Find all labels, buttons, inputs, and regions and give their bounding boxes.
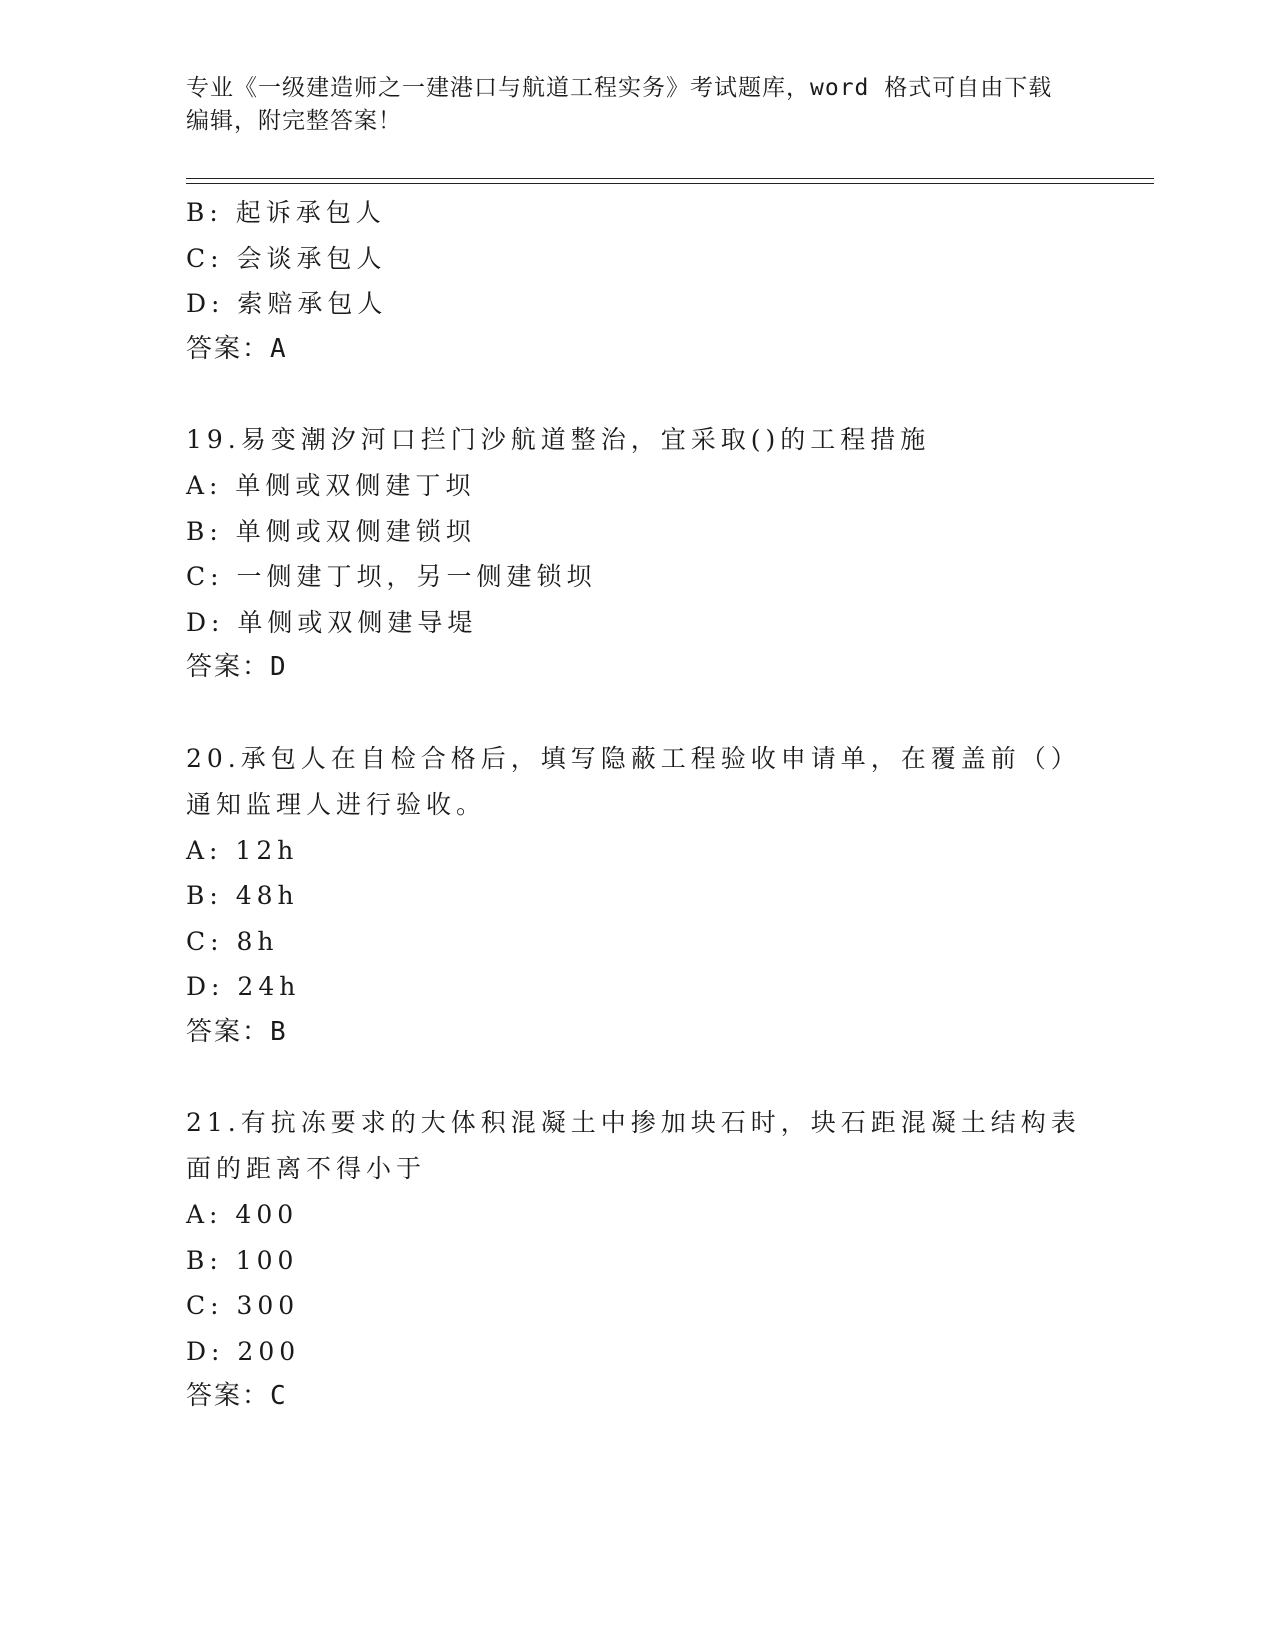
option-b: B: 单侧或双侧建锁坝 — [186, 516, 476, 546]
question-19 — [186, 417, 1086, 691]
option-a: A: 12h — [186, 835, 299, 865]
option-c: C: 8h — [186, 926, 279, 956]
option-c: C: 会谈承包人 — [186, 243, 387, 273]
option-b: B: 100 — [186, 1245, 299, 1275]
option-b: B: 48h — [186, 881, 299, 910]
option-d: D: 200 — [186, 1336, 301, 1366]
header-title-line-1: 专业《一级建造师之一建港口与航道工程实务》考试题库，word 格式可自由下载 — [186, 75, 1053, 101]
answer-line: 答案：B — [186, 1016, 288, 1047]
header-title-line-2: 编辑，附完整答案！ — [186, 108, 402, 134]
document-header — [186, 72, 1066, 138]
question-21 — [186, 1100, 1086, 1420]
option-d: D: 索赔承包人 — [186, 289, 388, 318]
question-list — [186, 190, 1086, 1420]
question-text: 21.有抗冻要求的大体积混凝土中掺加块石时，块石距混凝土结构表面的距离不得小于 — [186, 1108, 1081, 1183]
answer-line: 答案：A — [186, 333, 288, 364]
question-text: 19.易变潮汐河口拦门沙航道整治，宜采取()的工程措施 — [186, 425, 931, 454]
option-a: A: 单侧或双侧建丁坝 — [186, 471, 476, 500]
option-d: D: 单侧或双侧建导堤 — [186, 607, 478, 637]
spacer — [186, 691, 1086, 736]
spacer — [186, 1055, 1086, 1100]
question-20 — [186, 736, 1086, 1056]
spacer — [186, 372, 1086, 417]
option-a: A: 400 — [186, 1200, 299, 1229]
header-divider-bottom — [186, 183, 1154, 184]
option-b: B: 起诉承包人 — [186, 198, 386, 227]
question-text: 20.承包人在自检合格后，填写隐蔽工程验收申请单，在覆盖前（）通知监理人进行验收。 — [186, 743, 1081, 819]
answer-line: 答案：D — [186, 652, 288, 682]
question-18-tail — [186, 190, 1086, 372]
answer-line: 答案：C — [186, 1381, 288, 1411]
option-c: C: 300 — [186, 1291, 300, 1320]
header-divider-top — [186, 178, 1154, 179]
option-d: D: 24h — [186, 972, 301, 1001]
option-c: C: 一侧建丁坝，另一侧建锁坝 — [186, 562, 597, 591]
